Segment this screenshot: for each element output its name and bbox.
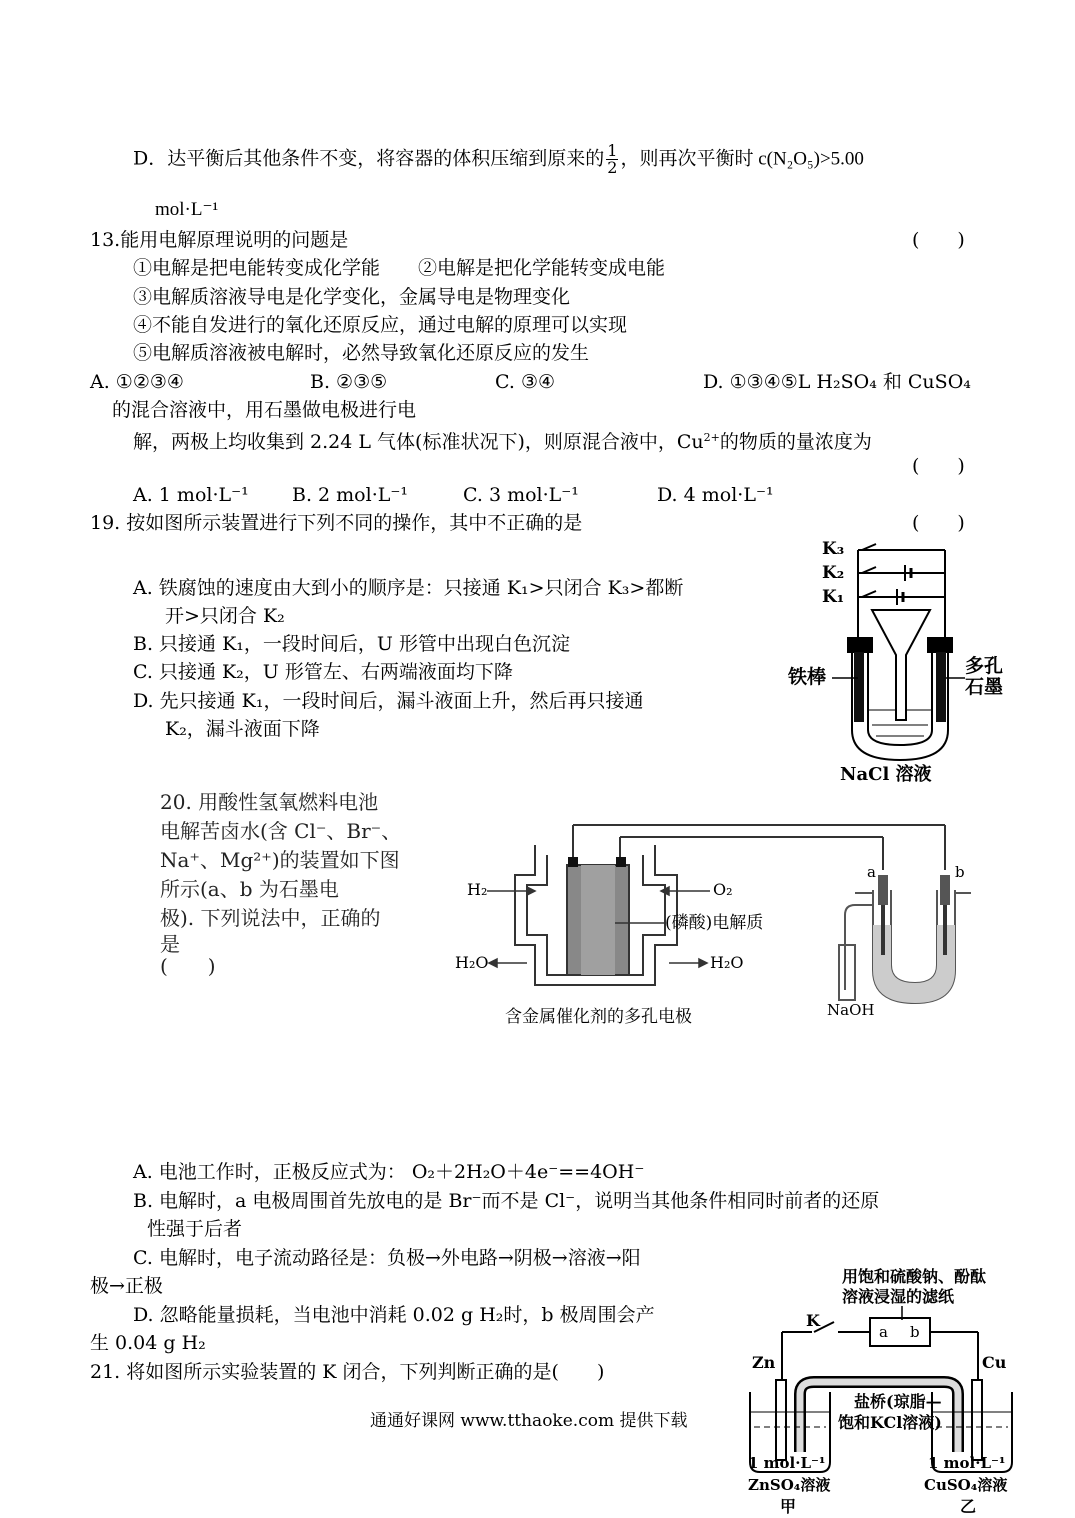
electrolyte-label: (磷酸)电解质 (665, 913, 764, 933)
q13-paren-2: ( ) (912, 455, 965, 477)
q20-option-c: C. 电解时，电子流动路径是：负极→外电路→阴极→溶液→阳 (133, 1247, 641, 1269)
q19-figure (780, 540, 1050, 785)
fraction: $\frac{1}{2}$ (607, 141, 618, 177)
conc-right-label: 1 mol·L⁻¹ (928, 1454, 1006, 1472)
filter-paper-label-1: 用饱和硫酸钠、酚酞 (842, 1267, 987, 1286)
q20-option-c-cont: 极→正极 (90, 1275, 163, 1297)
graphite-label-2: 石墨 (965, 676, 1004, 698)
iron-rod-label: 铁棒 (788, 666, 827, 688)
q20-option-b: B. 电解时，a 电极周围首先放电的是 Br⁻而不是 Cl⁻，说明当其他条件相同时前者的还原 (133, 1190, 880, 1212)
q20-option-d-cont: 生 0.04 g H₂ (90, 1332, 206, 1354)
h2-label: H₂ (467, 880, 488, 899)
answer-b: B. 2 mol·L⁻¹ (292, 484, 409, 506)
q19-option-d: D. 先只接通 K₁，一段时间后，漏斗液面上升，然后再只接通 (133, 690, 644, 712)
q13-cont-2: 解，两极上均收集到 2.24 L 气体(标准状况下)，则原混合液中，$Cu^{2+}$的物质的量浓度为 (133, 431, 872, 453)
answer-c: C. 3 mol·L⁻¹ (463, 484, 579, 506)
q20-line-3: Na⁺、Mg²⁺)的装置如下图 (160, 848, 400, 872)
q19-option-d-cont: K₂，漏斗液面下降 (165, 718, 320, 740)
salt-bridge-label-2: 饱和KCl溶液) (838, 1413, 942, 1432)
q20-line-5: 极). 下列说法中，正确的 (160, 906, 381, 930)
q20-figure (455, 815, 975, 1030)
q21-figure (742, 1262, 1042, 1518)
q13-item-4: ⑤电解质溶液被电解时，必然导致氧化还原反应的发生 (133, 342, 590, 364)
q12-d-post: ，则再次平衡时 c(N₂O₅)>5.00 (620, 148, 864, 170)
point-b-label: b (910, 1323, 920, 1341)
h2o-left-label: H₂O (455, 953, 489, 972)
yi-label: 乙 (960, 1497, 977, 1516)
q13-stem: 13.能用电解原理说明的问题是 (90, 229, 349, 251)
electrode-label: 含金属催化剂的多孔电极 (505, 1007, 692, 1027)
q20-option-a: A. 电池工作时，正极反应式为： O₂＋2H₂O＋4e⁻==4OH⁻ (133, 1161, 645, 1183)
q21-stem: 21. 将如图所示实验装置的 K 闭合，下列判断正确的是( ) (90, 1361, 605, 1383)
q20-option-d: D. 忽略能量损耗，当电池中消耗 0.02 g H₂时，b 极周围会产 (133, 1304, 655, 1326)
k3-label: K₃ (822, 540, 845, 559)
salt-bridge-label-1: 盐桥(琼脂— (854, 1392, 942, 1411)
conc-left-label: 1 mol·L⁻¹ (748, 1454, 826, 1472)
q12-unit: mol·L⁻¹ (155, 199, 219, 220)
h2o-right-label: H₂O (710, 953, 744, 972)
q19-option-b: B. 只接通 K₁，一段时间后，U 形管中出现白色沉淀 (133, 633, 570, 655)
q13-item-3: ④不能自发进行的氧化还原反应，通过电解的原理可以实现 (133, 314, 628, 336)
nacl-label: NaCl 溶液 (840, 764, 932, 785)
q13-option-a: A. ①②③④ (90, 371, 184, 393)
q13-option-d: D. ①③④⑤L H₂SO₄ 和 CuSO₄ (703, 371, 971, 393)
q19-option-c: C. 只接通 K₂，U 形管左、右两端液面均下降 (133, 661, 513, 683)
q20-line-2: 电解苦卤水(含 Cl⁻、Br⁻、 (160, 819, 402, 843)
q19-option-a-cont: 开>只闭合 K₂ (165, 605, 285, 627)
q19-option-a: A. 铁腐蚀的速度由大到小的顺序是：只接通 K₁>只闭合 K₃>都断 (133, 577, 684, 599)
q12-d-pre: D．达平衡后其他条件不变，将容器的体积压缩到原来的 (133, 147, 605, 170)
k1-label: K₁ (822, 587, 845, 607)
q13-paren: ( ) (912, 229, 965, 251)
cuso4-label: CuSO₄溶液 (924, 1476, 1008, 1494)
q13-option-c: C. ③④ (495, 371, 556, 393)
q20-line-7: ( ) (160, 954, 216, 978)
cu-label: Cu (982, 1353, 1007, 1372)
jia-label: 甲 (780, 1497, 797, 1516)
answer-a: A. 1 mol·L⁻¹ (133, 484, 249, 506)
q20-line-1: 20. 用酸性氢氧燃料电池 (160, 790, 379, 814)
zn-label: Zn (752, 1353, 776, 1372)
znso4-label: ZnSO₄溶液 (748, 1476, 831, 1494)
electrode-a-label: a (867, 863, 876, 881)
switch-k-label: K (806, 1311, 820, 1330)
k2-label: K₂ (822, 563, 845, 583)
answer-d: D. 4 mol·L⁻¹ (657, 484, 774, 506)
o2-label: O₂ (713, 880, 733, 899)
point-a-label: a (879, 1323, 888, 1341)
q20-line-6: 是 (160, 932, 180, 956)
q13-option-b: B. ②③⑤ (310, 371, 388, 393)
q13-item-1: ①电解是把电能转变成化学能 ②电解是把化学能转变成电能 (133, 257, 666, 279)
electrode-b-label: b (955, 863, 965, 881)
footer-credit: 通通好课网 www.tthaoke.com 提供下载 (370, 1411, 688, 1431)
q20-option-b-cont: 性强于后者 (147, 1218, 243, 1240)
q13-item-2: ③电解质溶液导电是化学变化，金属导电是物理变化 (133, 286, 571, 308)
q13-cont-1: 的混合溶液中，用石墨做电极进行电 (112, 399, 417, 421)
graphite-label-1: 多孔 (965, 655, 1004, 677)
q19-stem: 19. 按如图所示装置进行下列不同的操作，其中不正确的是 (90, 512, 583, 534)
filter-paper-label-2: 溶液浸湿的滤纸 (842, 1287, 955, 1306)
q12-option-d (133, 143, 864, 176)
naoh-label: NaOH (827, 1001, 875, 1019)
q20-line-4: 所示(a、b 为石墨电 (160, 877, 339, 901)
q20-stem (160, 788, 415, 977)
q19-paren: ( ) (912, 512, 965, 534)
